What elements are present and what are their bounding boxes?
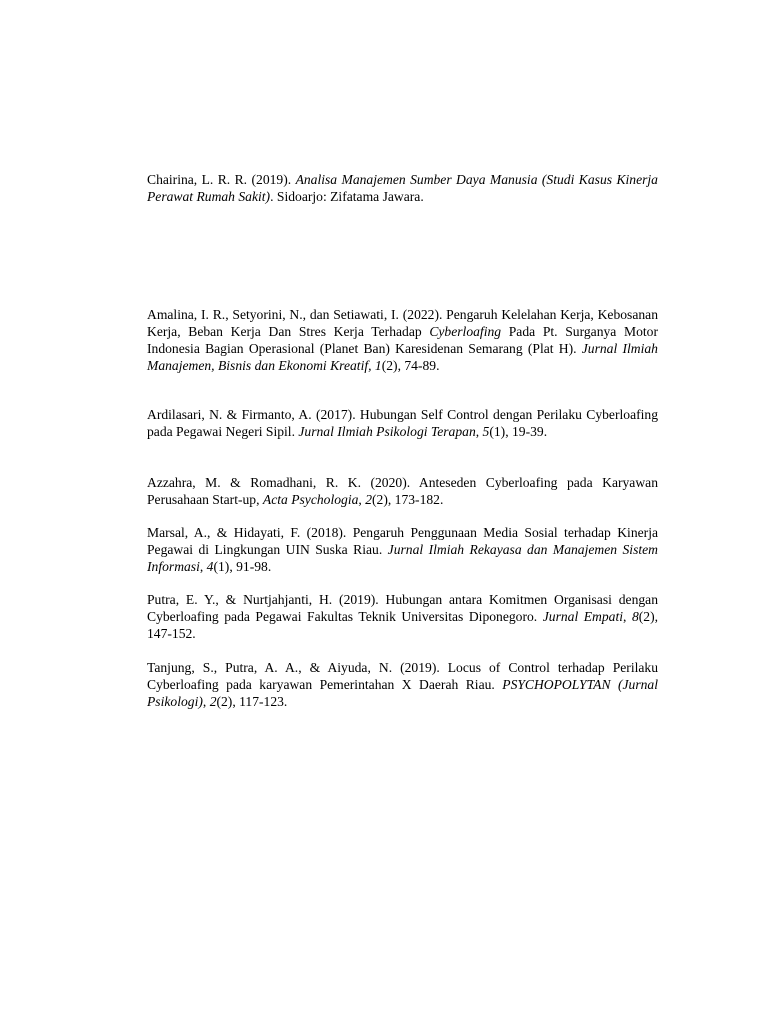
- reference-text: Putra, E. Y., & Nurtjahjanti, H. (2019). Hubungan antara Komitmen Organisasi dengan Cyberloafing pada Pegawai Fakultas Teknik Universitas Diponegoro.: [147, 592, 658, 624]
- reference-journal: Acta Psychologia: [262, 492, 359, 507]
- reference-entry-azzahra: [147, 474, 658, 508]
- reference-text: ,: [202, 694, 210, 709]
- reference-journal: Jurnal Ilmiah Psikologi Terapan: [298, 424, 476, 439]
- reference-volume: 5: [482, 424, 490, 439]
- reference-text: ,: [358, 492, 366, 507]
- reference-issue-pages: (2), 147-152.: [147, 609, 658, 641]
- reference-volume: 4: [206, 559, 214, 574]
- reference-issue-pages: (2), 117-123.: [216, 694, 288, 709]
- reference-volume: 2: [365, 492, 373, 507]
- reference-entry-putra: [147, 591, 658, 642]
- reference-issue-pages: (2), 74-89.: [381, 358, 440, 373]
- reference-journal: Jurnal Empati: [542, 609, 624, 624]
- reference-authors: Chairina, L. R. R. (2019).: [147, 172, 296, 187]
- reference-text: ,: [199, 559, 207, 574]
- reference-text: Pada Pt. Surganya Motor Indonesia Bagian Operasional (Planet Ban) Karesidenan Semarang (Plat H).: [147, 324, 658, 356]
- reference-issue-pages: (2), 173-182.: [372, 492, 444, 507]
- reference-journal: Jurnal Ilmiah Manajemen, Bisnis dan Ekonomi Kreatif, 1: [147, 341, 658, 373]
- reference-volume: 8: [631, 609, 639, 624]
- reference-publisher: . Sidoarjo: Zifatama Jawara.: [270, 189, 424, 204]
- reference-text: Marsal, A., & Hidayati, F. (2018). Pengaruh Penggunaan Media Sosial terhadap Kinerja Pegawai di Lingkungan UIN Suska Riau.: [147, 525, 658, 557]
- reference-text: Tanjung, S., Putra, A. A., & Aiyuda, N. (2019). Locus of Control terhadap Perilaku Cyberloafing pada karyawan Pemerintahan X Daerah Riau.: [147, 660, 658, 692]
- reference-entry-marsal: [147, 524, 658, 575]
- reference-text: Ardilasari, N. & Firmanto, A. (2017). Hubungan Self Control dengan Perilaku Cyberloafing pada Pegawai Negeri Sipil.: [147, 407, 658, 439]
- reference-entry-chairina: [147, 171, 658, 205]
- reference-volume: 2: [209, 694, 217, 709]
- reference-text: Amalina, I. R., Setyorini, N., dan Setiawati, I. (2022). Pengaruh Kelelahan Kerja, Kebosanan Kerja, Beban Kerja Dan Stres Kerja Terhadap: [147, 307, 658, 339]
- reference-issue-pages: (1), 19-39.: [489, 424, 548, 439]
- reference-journal: Jurnal Ilmiah Rekayasa dan Manajemen Sistem Informasi: [147, 542, 658, 574]
- reference-entry-amalina: [147, 306, 658, 374]
- reference-text: ,: [623, 609, 632, 624]
- reference-journal: PSYCHOPOLYTAN (Jurnal Psikologi): [147, 677, 658, 709]
- reference-text: Azzahra, M. & Romadhani, R. K. (2020). Anteseden Cyberloafing pada Karyawan Perusahaan Start-up,: [147, 475, 658, 507]
- reference-entry-tanjung: [147, 659, 658, 710]
- reference-entry-ardilasari: [147, 406, 658, 440]
- reference-title: Analisa Manajemen Sumber Daya Manusia (Studi Kasus Kinerja Perawat Rumah Sakit): [147, 172, 658, 204]
- reference-issue-pages: (1), 91-98.: [213, 559, 272, 574]
- reference-text: ,: [475, 424, 483, 439]
- reference-italic-term: Cyberloafing: [429, 324, 502, 339]
